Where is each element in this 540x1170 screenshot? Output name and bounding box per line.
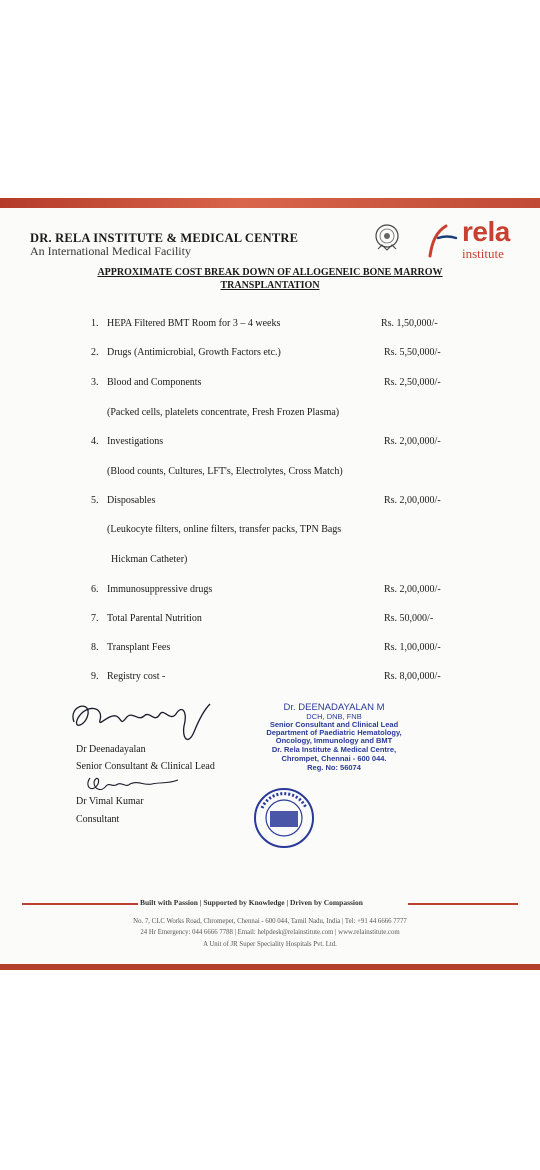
doctor-stamp-line: Dr. Rela Institute & Medical Centre, [271, 745, 397, 754]
item-number: 8. [91, 642, 99, 653]
doctor-stamp-line: Reg. No: 56074 [307, 763, 361, 772]
item-number: 2. [91, 347, 99, 358]
item-number: 7. [91, 613, 99, 624]
document-page [0, 198, 540, 968]
institute-round-seal-icon [252, 786, 316, 850]
footer-accent-bar [0, 964, 540, 970]
accreditation-seal-icon [372, 223, 402, 253]
item-number: 9. [91, 671, 99, 682]
signatory-role-2: Consultant [76, 814, 120, 825]
cost-item [91, 347, 281, 358]
item-number: 1. [91, 318, 99, 329]
cost-item [91, 584, 212, 595]
item-label: HEPA Filtered BMT Room for 3 – 4 weeks [107, 318, 281, 329]
rela-logo-mark-icon [424, 222, 460, 258]
document-title-line2: TRANSPLANTATION [220, 280, 320, 291]
item-cost: Rs. 8,00,000/- [384, 671, 441, 682]
cost-item [91, 495, 155, 506]
header-accent-bar [0, 198, 540, 208]
cost-item [91, 436, 163, 447]
item-cost: Rs. 2,00,000/- [384, 495, 441, 506]
item-label: Transplant Fees [107, 642, 171, 653]
item-number: 6. [91, 584, 99, 595]
signature-deenadayalan [64, 692, 214, 752]
rela-logo-word: rela [462, 216, 510, 247]
item-label: Immunosuppressive drugs [107, 584, 213, 595]
item-label: Investigations [107, 436, 164, 447]
rela-logo-subword: institute [462, 246, 504, 261]
institute-name: DR. RELA INSTITUTE & MEDICAL CENTRE [30, 231, 299, 245]
institute-subtitle: An International Medical Facility [30, 244, 191, 258]
cost-item [91, 377, 201, 388]
signatory-name-2: Dr Vimal Kumar [76, 796, 144, 807]
doctor-stamp-line: Department of Paediatric Hematology, [266, 728, 402, 737]
footer-divider-right [408, 903, 518, 905]
item-cost: Rs. 2,00,000/- [384, 436, 441, 447]
cost-item [91, 318, 280, 329]
item-label: Blood and Components [107, 377, 202, 388]
item-cost: Rs. 5,50,000/- [384, 347, 441, 358]
signatory-role-1: Senior Consultant & Clinical Lead [76, 761, 215, 772]
item-number: 3. [91, 377, 99, 388]
item-number: 5. [91, 495, 99, 506]
item-cost: Rs. 1,00,000/- [384, 642, 441, 653]
doctor-stamp-line: Senior Consultant and Clinical Lead [269, 720, 399, 729]
item-label: Registry cost - [107, 671, 166, 682]
item-note: Hickman Catheter) [111, 554, 188, 565]
doctor-stamp-degrees: DCH, DNB, FNB [306, 712, 362, 721]
document-title: APPROXIMATE COST BREAK DOWN OF ALLOGENEIC BONE MARROW [97, 267, 443, 278]
item-cost: Rs. 1,50,000/- [381, 318, 438, 329]
item-number: 4. [91, 436, 99, 447]
footer-tagline: Built with Passion | Supported by Knowledge | Driven by Compassion [140, 898, 363, 907]
footer-unit: A Unit of JR Super Speciality Hospitals Pvt. Ltd. [203, 941, 337, 948]
signatory-name-1: Dr Deenadayalan [76, 744, 146, 755]
item-label: Drugs (Antimicrobial, Growth Factors etc.) [107, 347, 281, 358]
item-cost: Rs. 2,00,000/- [384, 584, 441, 595]
item-label: Total Parental Nutrition [107, 613, 202, 624]
item-label: Disposables [107, 495, 156, 506]
doctor-stamp-line: Oncology, Immunology and BMT [275, 736, 393, 745]
footer-contact: 24 Hr Emergency: 044 6666 7788 | Email: helpdesk@relainstitute.com | www.relainstitute.com [140, 929, 400, 936]
cost-item [91, 671, 165, 682]
cost-item [91, 613, 202, 624]
item-note: (Packed cells, platelets concentrate, Fresh Frozen Plasma) [107, 407, 340, 418]
item-note: (Leukocyte filters, online filters, transfer packs, TPN Bags [107, 524, 342, 535]
cost-item [91, 642, 170, 653]
item-note: (Blood counts, Cultures, LFT's, Electrolytes, Cross Match) [107, 466, 343, 477]
doctor-stamp-line: Chrompet, Chennai - 600 044. [281, 754, 387, 763]
item-cost: Rs. 2,50,000/- [384, 377, 441, 388]
footer-address: No. 7, CLC Works Road, Chromepet, Chennai - 600 044, Tamil Nadu, India | Tel: +91 44 6666 7777 [133, 918, 407, 925]
item-cost: Rs. 50,000/- [384, 613, 434, 624]
doctor-stamp-name: Dr. DEENADAYALAN M [283, 702, 385, 713]
footer-divider-left [22, 903, 138, 905]
